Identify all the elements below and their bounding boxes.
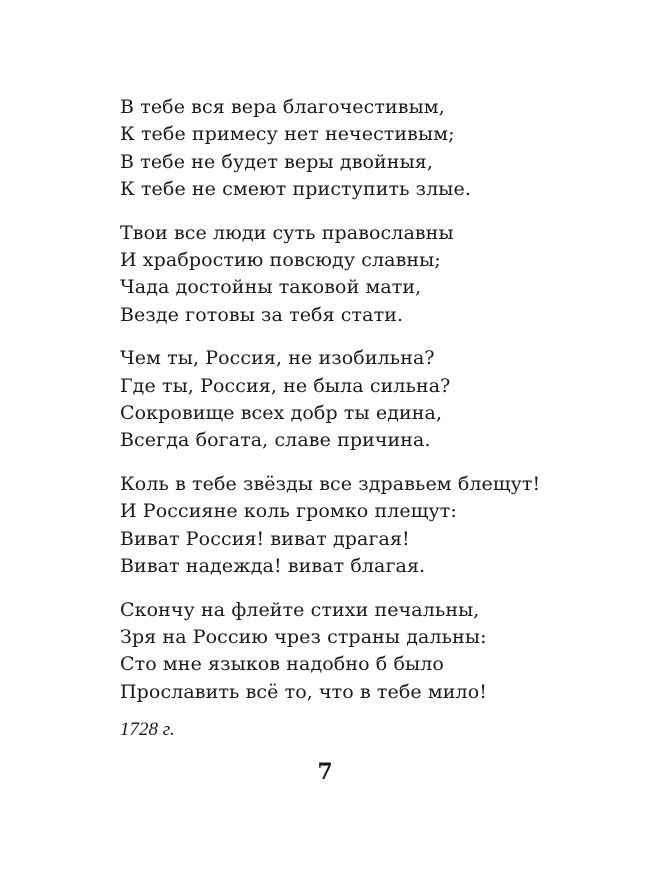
stanza-1 (120, 94, 620, 204)
stanza-2 (120, 220, 620, 330)
poem-line: Всегда богата, славе причина. (120, 429, 431, 452)
stanza-5 (120, 597, 620, 707)
poem-line: Зря на Россию чрез страны дальны: (120, 625, 487, 648)
poem-line: И Россияне коль громко плещут: (120, 500, 457, 523)
poem (120, 94, 620, 743)
stanza-4 (120, 471, 620, 581)
poem-date: 1728 г. (120, 719, 175, 741)
poem-line: И храбростию повсюду славны; (120, 249, 441, 272)
poem-line: Где ты, Россия, не была сильна? (120, 374, 451, 397)
poem-line: В тебе вся вера благочестивым, (120, 96, 445, 118)
poem-line: Чем ты, Россия, не изобильна? (120, 347, 435, 370)
poem-line: Везде готовы за тебя стати. (120, 303, 404, 326)
poem-line: К тебе примесу нет нечестивым; (120, 123, 455, 146)
poem-line: К тебе не смеют приступить злые. (120, 178, 472, 201)
poem-line: Коль в тебе звёзды все здравьем блещут! (120, 472, 541, 495)
poem-line: Чада достойны таковой мати, (120, 276, 422, 299)
stanza-3 (120, 345, 620, 455)
poem-line: Прославить всё то, что в тебе мило! (120, 680, 487, 703)
page-number: 7 (317, 759, 333, 785)
poem-line: Твои все люди суть православны (120, 221, 454, 244)
poem-line: Сто мне языков надобно б было (120, 653, 444, 676)
poem-line: Виват Россия! виват драгая! (120, 527, 410, 550)
poem-line: Скончу на флейте стихи печальны, (120, 598, 480, 621)
poem-line: В тебе не будет веры двойныя, (120, 150, 434, 173)
poem-line: Виват надежда! виват благая. (120, 555, 426, 578)
poem-line: Сокровище всех добр ты едина, (120, 402, 443, 425)
